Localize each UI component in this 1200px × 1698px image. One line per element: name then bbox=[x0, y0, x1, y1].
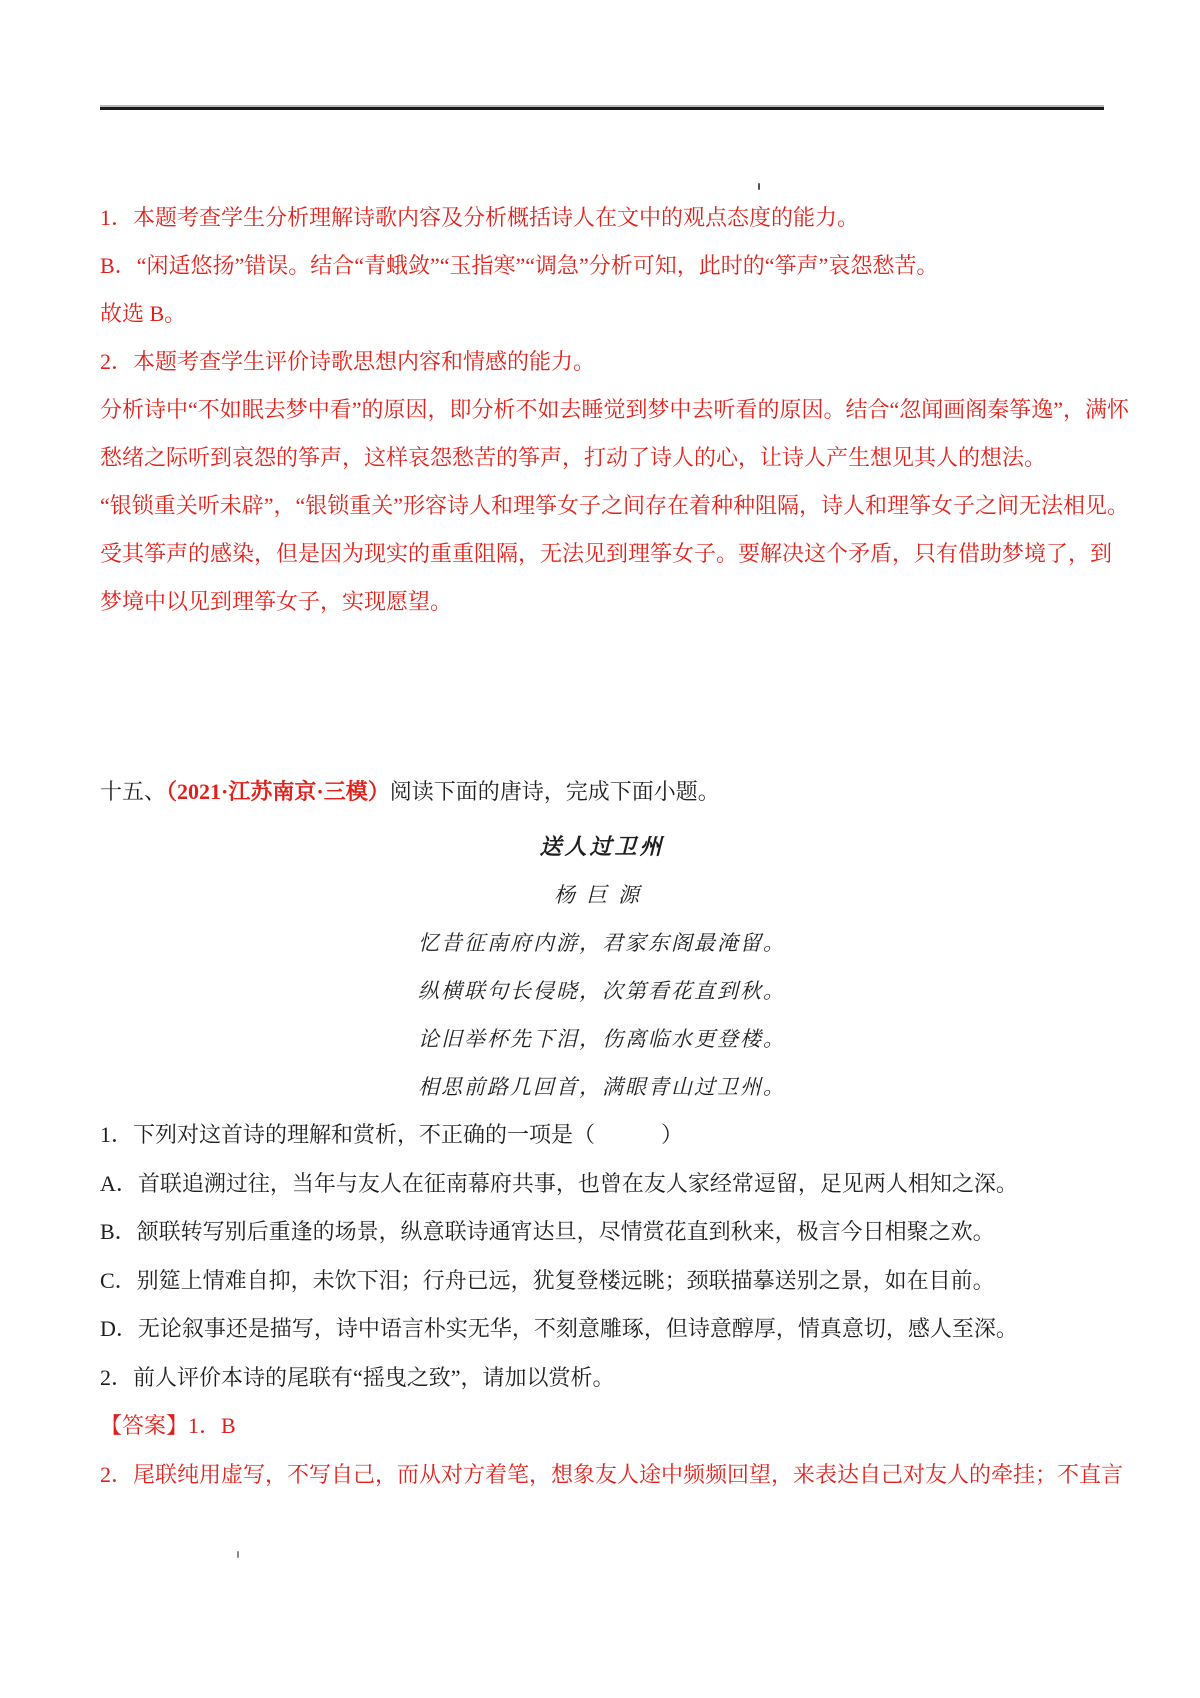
scan-artifact bbox=[758, 183, 760, 190]
poem bbox=[100, 823, 1104, 1111]
option-d: D．无论叙事还是描写，诗中语言朴实无华，不刻意雕琢，但诗意醇厚，情真意切，感人至深。 bbox=[100, 1316, 1018, 1341]
answer-line bbox=[100, 1402, 1110, 1451]
explanation-line: 梦境中以见到理筝女子，实现愿望。 bbox=[100, 589, 453, 614]
answer-q1-value: 1．B bbox=[188, 1413, 236, 1438]
section-instruction: 阅读下面的唐诗，完成下面小题。 bbox=[389, 779, 720, 804]
section-source-badge: （2021·江苏南京·三模） bbox=[166, 779, 390, 804]
explanation-line: 2．本题考查学生评价诗歌思想内容和情感的能力。 bbox=[100, 349, 596, 374]
option-b: B．颔联转写别后重逢的场景，纵意联诗通宵达旦，尽情赏花直到秋来，极言今日相聚之欢。 bbox=[100, 1219, 995, 1244]
explanation-line: 愁绪之际听到哀怨的筝声，这样哀怨愁苦的筝声，打动了诗人的心，让诗人产生想见其人的想法。 bbox=[100, 445, 1047, 470]
explanation-line: 受其筝声的感染，但是因为现实的重重阻隔，无法见到理筝女子。要解决这个矛盾，只有借助梦境了，到 bbox=[100, 541, 1113, 566]
answer-label: 【答案】 bbox=[100, 1413, 189, 1438]
question-block bbox=[100, 1111, 1124, 1499]
poem-title: 送人过卫州 bbox=[539, 834, 665, 859]
answer-q2-line: 2．尾联纯用虚写，不写自己，而从对方着笔，想象友人途中频频回望，来表达自己对友人的牵挂；不直言 bbox=[100, 1461, 1124, 1487]
question-2: 2．前人评价本诗的尾联有“摇曳之致”，请加以赏析。 bbox=[100, 1364, 615, 1390]
poem-line: 忆昔征南府内游，君家东阁最淹留。 bbox=[418, 931, 786, 955]
explanation-line: 1．本题考查学生分析理解诗歌内容及分析概括诗人在文中的观点态度的能力。 bbox=[100, 205, 860, 230]
option-c: C．别筵上情难自抑，未饮下泪；行舟已远，犹复登楼远眺；颈联描摹送别之景，如在目前。 bbox=[100, 1267, 995, 1293]
page-divider-line bbox=[100, 107, 1104, 110]
answer-explanation-block bbox=[100, 194, 1130, 626]
section-number: 十五、 bbox=[100, 779, 167, 804]
section-heading bbox=[100, 768, 1110, 816]
explanation-line: B．“闲适悠扬”错误。结合“青蛾敛”“玉指寒”“调急”分析可知，此时的“筝声”哀怨愁苦。 bbox=[100, 253, 939, 278]
poem-author: 杨巨源 bbox=[554, 883, 650, 907]
poem-line: 论旧举杯先下泪，伤离临水更登楼。 bbox=[418, 1027, 786, 1051]
option-a: A．首联追溯过往，当年与友人在征南幕府共事，也曾在友人家经常逗留，足见两人相知之深。 bbox=[100, 1170, 1018, 1196]
poem-line: 纵横联句长侵晓，次第看花直到秋。 bbox=[418, 979, 786, 1003]
scan-artifact bbox=[237, 1551, 239, 1558]
explanation-line: 分析诗中“不如眠去梦中看”的原因，即分析不如去睡觉到梦中去听看的原因。结合“忽闻画阁秦筝逸”，满怀 bbox=[100, 397, 1130, 422]
poem-line: 相思前路几回首，满眼青山过卫州。 bbox=[418, 1075, 786, 1099]
explanation-line: 故选 B。 bbox=[100, 301, 187, 326]
explanation-line: “银锁重关听未辟”，“银锁重关”形容诗人和理筝女子之间存在着种种阻隔，诗人和理筝女子之间无法相见。 bbox=[100, 493, 1130, 518]
question-1: 1．下列对这首诗的理解和赏析，不正确的一项是（ ） bbox=[100, 1122, 684, 1147]
